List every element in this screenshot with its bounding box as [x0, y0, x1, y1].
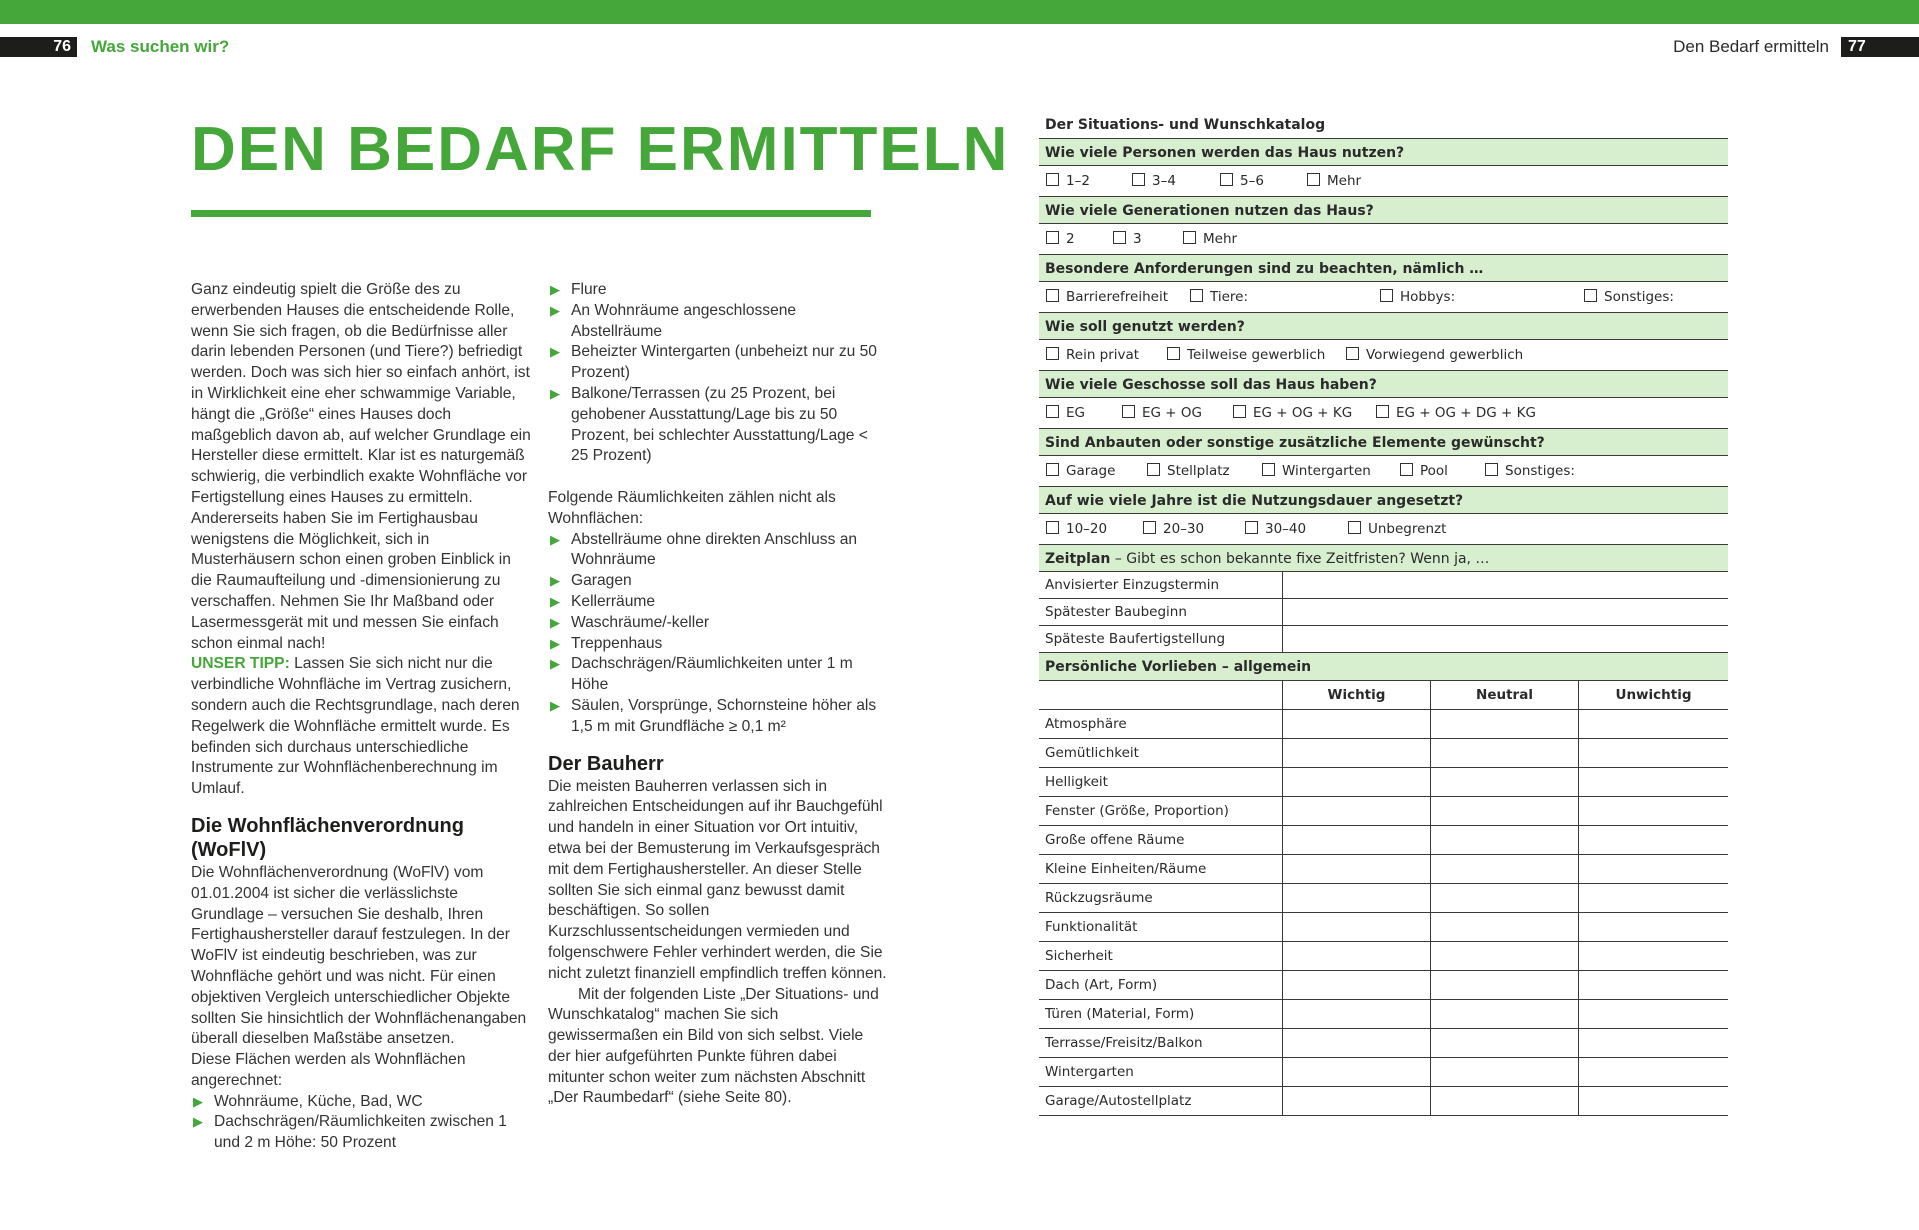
list-item: ▶ Abstellräume ohne direkten Anschluss an Wohnräume	[550, 530, 858, 569]
table-row	[1039, 1058, 1728, 1087]
options-floors	[1039, 398, 1728, 428]
preference-label: Funktionalität	[1039, 913, 1283, 941]
table-row	[1039, 797, 1728, 826]
checkbox-icon[interactable]	[1183, 231, 1196, 244]
option-checkbox[interactable]: Stellplatz	[1147, 456, 1230, 486]
preference-label: Große offene Räume	[1039, 826, 1283, 854]
schedule-label: Zeitplan	[1045, 551, 1111, 567]
checkbox-icon[interactable]	[1348, 521, 1361, 534]
schedule-row: Späteste Baufertigstellung	[1039, 626, 1728, 653]
question-usage: Wie soll genutzt werden?	[1039, 312, 1728, 340]
counted-areas-intro: Diese Flächen werden als Wohnflächen angerechnet:	[191, 1051, 466, 1089]
option-checkbox[interactable]: Pool	[1400, 456, 1448, 486]
preference-label: Helligkeit	[1039, 768, 1283, 796]
option-checkbox[interactable]: 2	[1046, 224, 1075, 254]
preference-cell-wichtig[interactable]	[1283, 710, 1431, 738]
checkbox-icon[interactable]	[1380, 289, 1393, 302]
text-column-2	[548, 280, 888, 1109]
right-page-number: 77	[1841, 37, 1919, 57]
tip-paragraph	[191, 654, 531, 800]
question-requirements: Besondere Anforderungen sind zu beachten, nämlich …	[1039, 254, 1728, 282]
column-header: Wichtig	[1283, 681, 1431, 709]
checkbox-icon[interactable]	[1485, 463, 1498, 476]
catalog-intro-paragraph: Mit der folgenden Liste „Der Situations- und Wunschkatalog“ machen Sie sich gewissermaßen ein Bild von sich selbst. Viele der hier aufgeführten Punkte führen dabei mitunter schon weiter zum nächsten Abschnitt „Der Raumbedarf“ (siehe Seite 80).	[548, 985, 879, 1107]
counted-areas-list-continued	[548, 280, 888, 467]
preference-cell-neutral[interactable]	[1431, 739, 1579, 767]
preference-cell-neutral[interactable]	[1431, 768, 1579, 796]
preference-cell-unwichtig[interactable]	[1579, 797, 1728, 825]
option-checkbox[interactable]: 1–2	[1046, 166, 1090, 196]
intro-paragraph: Ganz eindeutig spielt die Größe des zu erwerbenden Hauses die entscheidende Rolle, wenn Sie sich fragen, ob die Bedürfnisse aller darin lebenden Personen (und Tiere?) befriedigt werden. Doch was sich hier so einfach anhört, ist in Wirklichkeit eine eher schwammige Variable, hängt die „Größe“ eines Hauses doch maßgeblich davon ab, auf welcher Grundlage ein Hersteller diese ermittelt. Klar ist es naturgemäß schwierig, die verbindlich exakte Wohnfläche vor Fertigstellung eines Hauses zu ermitteln. Andererseits haben Sie im Fertighausbau wenigstens die Möglichkeit, sich in Musterhäusern schon einen groben Einblick in die Raumaufteilung und -dimensionierung zu verschaffen. Nehmen Sie Ihr Maßband oder Lasermessgerät mit und messen Sie einfach schon einmal nach!	[191, 281, 531, 652]
checkbox-icon[interactable]	[1167, 347, 1180, 360]
preference-cell-wichtig[interactable]	[1283, 855, 1431, 883]
checkbox-icon[interactable]	[1046, 347, 1059, 360]
preference-label: Sicherheit	[1039, 942, 1283, 970]
bullet-arrow-icon: ▶	[550, 593, 560, 609]
checkbox-icon[interactable]	[1262, 463, 1275, 476]
preference-cell-unwichtig[interactable]	[1579, 855, 1728, 883]
bullet-arrow-icon: ▶	[193, 1114, 203, 1130]
options-persons	[1039, 166, 1728, 196]
excluded-areas-list	[548, 530, 888, 738]
preference-cell-neutral[interactable]	[1431, 1029, 1579, 1057]
option-checkbox[interactable]: 5–6	[1220, 166, 1264, 196]
left-page-number: 76	[0, 37, 77, 57]
bullet-arrow-icon: ▶	[550, 697, 560, 713]
bullet-arrow-icon: ▶	[193, 1093, 203, 1109]
checkbox-icon[interactable]	[1147, 463, 1160, 476]
preference-cell-unwichtig[interactable]	[1579, 1029, 1728, 1057]
checkbox-icon[interactable]	[1143, 521, 1156, 534]
preference-label: Dach (Art, Form)	[1039, 971, 1283, 999]
checkbox-icon[interactable]	[1400, 463, 1413, 476]
preference-label: Atmosphäre	[1039, 710, 1283, 738]
preference-cell-wichtig[interactable]	[1283, 913, 1431, 941]
preference-cell-wichtig[interactable]	[1283, 942, 1431, 970]
schedule-row: Anvisierter Einzugstermin	[1039, 572, 1728, 599]
list-item: ▶ Garagen	[548, 571, 888, 592]
bullet-arrow-icon: ▶	[550, 635, 560, 651]
list-item: ▶ Balkone/Terrassen (zu 25 Prozent, bei gehobener Ausstattung/Lage bis zu 50 Prozent, bei schlechter Ausstattung/Lage < 25 Prozent)	[550, 384, 868, 465]
option-checkbox[interactable]: Sonstiges:	[1584, 282, 1674, 312]
option-checkbox[interactable]: Tiere:	[1190, 282, 1248, 312]
preference-label: Gemütlichkeit	[1039, 739, 1283, 767]
right-running-title: Den Bedarf ermitteln	[1673, 37, 1829, 56]
checkbox-icon[interactable]	[1046, 173, 1059, 186]
preference-cell-neutral[interactable]	[1431, 884, 1579, 912]
list-item: ▶ Säulen, Vorsprünge, Schornsteine höher als 1,5 m mit Grundfläche ≥ 0,1 m²	[550, 696, 877, 735]
preference-cell-wichtig[interactable]	[1283, 797, 1431, 825]
preference-cell-wichtig[interactable]	[1283, 1087, 1431, 1115]
tip-label: UNSER TIPP:	[191, 655, 290, 673]
page-title: DEN BEDARF ERMITTELN	[191, 115, 1010, 184]
question-schedule	[1039, 544, 1728, 572]
preference-cell-wichtig[interactable]	[1283, 884, 1431, 912]
option-checkbox[interactable]: 10–20	[1046, 514, 1107, 544]
schedule-row: Spätester Baubeginn	[1039, 599, 1728, 626]
table-row	[1039, 710, 1728, 739]
preference-cell-neutral[interactable]	[1431, 942, 1579, 970]
preferences-header-row	[1039, 681, 1728, 710]
wofiv-paragraph: Die Wohnflächenverordnung (WoFlV) vom 01.01.2004 ist sicher die verlässlichste Grundlage – versuchen Sie deshalb, Ihren Fertighaushersteller darauf festzulegen. In der WoFlV ist eindeutig beschrieben, was zur Wohnfläche gehört und was nicht. Für einen objektiven Vergleich unterschiedlicher Objekte sollten Sie hinsichtlich der Wohnflächenangaben überall dieselben Maßstäbe ansetzen.	[191, 863, 527, 1048]
bauherr-paragraph: Die meisten Bauherren verlassen sich in zahlreichen Entscheidungen auf ihr Bauchgefühl und handeln in einer Situation vor Ort intuitiv, etwa bei der Bemusterung im Verkaufsgespräch mit dem Fertighaushersteller. An dieser Stelle sollten Sie sich einmal ganz bewusst damit beschäftigen. So sollen Kurzschlussentscheidungen vermieden und folgenschwere Fehler verhindert werden, die Sie nicht zuletzt finanziell empfindlich treffen können.	[548, 777, 887, 982]
preference-label: Türen (Material, Form)	[1039, 1000, 1283, 1028]
question-duration: Auf wie viele Jahre ist die Nutzungsdauer angesetzt?	[1039, 486, 1728, 514]
top-color-bar	[0, 0, 1919, 24]
preference-cell-unwichtig[interactable]	[1579, 1000, 1728, 1028]
list-item: ▶ Dachschrägen/Räumlichkeiten unter 1 m Höhe	[550, 655, 853, 694]
checkbox-icon[interactable]	[1046, 289, 1059, 302]
preference-cell-unwichtig[interactable]	[1579, 884, 1728, 912]
option-checkbox[interactable]: Sonstiges:	[1485, 456, 1575, 486]
form-caption: Der Situations- und Wunschkatalog	[1045, 117, 1326, 133]
options-duration	[1039, 514, 1728, 544]
bullet-arrow-icon: ▶	[550, 656, 560, 672]
checkbox-icon[interactable]	[1113, 231, 1126, 244]
option-checkbox[interactable]: Teilweise gewerblich	[1167, 340, 1325, 370]
bullet-arrow-icon: ▶	[550, 385, 560, 401]
preference-cell-wichtig[interactable]	[1283, 826, 1431, 854]
preference-cell-unwichtig[interactable]	[1579, 913, 1728, 941]
bullet-arrow-icon: ▶	[550, 531, 560, 547]
table-row	[1039, 971, 1728, 1000]
option-checkbox[interactable]: Mehr	[1183, 224, 1237, 254]
preference-cell-neutral[interactable]	[1431, 971, 1579, 999]
column-header: Neutral	[1431, 681, 1579, 709]
list-item: ▶ Dachschrägen/Räumlichkeiten zwischen 1 und 2 m Höhe: 50 Prozent	[193, 1113, 507, 1152]
preference-cell-wichtig[interactable]	[1283, 739, 1431, 767]
checkbox-icon[interactable]	[1346, 347, 1359, 360]
preference-cell-unwichtig[interactable]	[1579, 826, 1728, 854]
question-floors: Wie viele Geschosse soll das Haus haben?	[1039, 370, 1728, 398]
option-checkbox[interactable]: EG	[1046, 398, 1085, 428]
preference-cell-wichtig[interactable]	[1283, 971, 1431, 999]
checkbox-icon[interactable]	[1233, 405, 1246, 418]
list-item: ▶ Treppenhaus	[548, 634, 888, 655]
preference-cell-neutral[interactable]	[1431, 913, 1579, 941]
list-item: ▶ Wohnräume, Küche, Bad, WC	[191, 1092, 531, 1113]
table-row	[1039, 1029, 1728, 1058]
checkbox-icon[interactable]	[1245, 521, 1258, 534]
option-checkbox[interactable]: 3	[1113, 224, 1142, 254]
preferences-heading: Persönliche Vorlieben – allgemein	[1039, 653, 1728, 681]
counted-areas-list	[191, 1092, 531, 1154]
preference-cell-neutral[interactable]	[1431, 826, 1579, 854]
options-generations	[1039, 224, 1728, 254]
preference-label: Kleine Einheiten/Räume	[1039, 855, 1283, 883]
option-checkbox[interactable]: Wintergarten	[1262, 456, 1371, 486]
option-checkbox[interactable]: EG + OG	[1122, 398, 1202, 428]
preference-cell-unwichtig[interactable]	[1579, 710, 1728, 738]
column-header: Unwichtig	[1615, 687, 1692, 703]
table-row	[1039, 884, 1728, 913]
preference-cell-neutral[interactable]	[1431, 710, 1579, 738]
preference-cell-unwichtig[interactable]	[1579, 1087, 1728, 1115]
option-checkbox[interactable]: Unbegrenzt	[1348, 514, 1446, 544]
preference-cell-unwichtig[interactable]	[1579, 971, 1728, 999]
option-checkbox[interactable]: 20–30	[1143, 514, 1204, 544]
checkbox-icon[interactable]	[1584, 289, 1597, 302]
list-item: ▶ Beheizter Wintergarten (unbeheizt nur zu 50 Prozent)	[550, 343, 877, 382]
schedule-entry-field[interactable]	[1283, 626, 1728, 652]
bullet-arrow-icon: ▶	[550, 614, 560, 630]
table-row	[1039, 942, 1728, 971]
option-checkbox[interactable]: EG + OG + KG	[1233, 398, 1352, 428]
table-row	[1039, 826, 1728, 855]
question-generations: Wie viele Generationen nutzen das Haus?	[1039, 196, 1728, 224]
question-extensions: Sind Anbauten oder sonstige zusätzliche Elemente gewünscht?	[1039, 428, 1728, 456]
preference-cell-neutral[interactable]	[1431, 1087, 1579, 1115]
question-persons: Wie viele Personen werden das Haus nutzen?	[1039, 138, 1728, 166]
preference-label: Fenster (Größe, Proportion)	[1039, 797, 1283, 825]
tip-text: Lassen Sie sich nicht nur die verbindliche Wohnfläche im Vertrag zusichern, sondern auch die Rechtsgrundlage, nach deren Regelwerk die Wohnfläche ermittelt wurde. Es befinden sich durchaus unterschiedliche Instrumente zur Wohnflächenberechnung im Umlauf.	[191, 655, 520, 798]
preference-label: Terrasse/Freisitz/Balkon	[1039, 1029, 1283, 1057]
list-item: ▶ Waschräume/-keller	[548, 613, 888, 634]
option-checkbox[interactable]: Garage	[1046, 456, 1115, 486]
preference-cell-wichtig[interactable]	[1283, 768, 1431, 796]
table-row	[1039, 1000, 1728, 1029]
options-extensions	[1039, 456, 1728, 486]
checkbox-icon[interactable]	[1190, 289, 1203, 302]
title-rule	[191, 210, 871, 217]
section-heading-bauherr: Der Bauherr	[548, 752, 664, 775]
checkbox-icon[interactable]	[1046, 463, 1059, 476]
checkbox-icon[interactable]	[1122, 405, 1135, 418]
preference-cell-unwichtig[interactable]	[1579, 1058, 1728, 1086]
preference-cell-wichtig[interactable]	[1283, 1000, 1431, 1028]
checkbox-icon[interactable]	[1046, 405, 1059, 418]
preference-label: Rückzugsräume	[1039, 884, 1283, 912]
option-checkbox[interactable]: Barrierefreiheit	[1046, 282, 1168, 312]
option-checkbox[interactable]: Mehr	[1307, 166, 1361, 196]
checkbox-icon[interactable]	[1220, 173, 1233, 186]
checkbox-icon[interactable]	[1132, 173, 1145, 186]
option-checkbox[interactable]: Hobbys:	[1380, 282, 1455, 312]
bullet-arrow-icon: ▶	[550, 302, 560, 318]
list-item: ▶ An Wohnräume angeschlossene Abstellräume	[550, 301, 797, 340]
table-row	[1039, 855, 1728, 884]
checkbox-icon[interactable]	[1046, 231, 1059, 244]
checkbox-icon[interactable]	[1307, 173, 1320, 186]
option-checkbox[interactable]: EG + OG + DG + KG	[1376, 398, 1536, 428]
table-row	[1039, 739, 1728, 768]
bullet-arrow-icon: ▶	[550, 573, 560, 589]
list-item: ▶ Flure	[548, 280, 888, 301]
preference-cell-neutral[interactable]	[1431, 855, 1579, 883]
list-item: ▶ Kellerräume	[548, 592, 888, 613]
section-heading-wofiv: Die Wohnflächenverordnung (WoFlV)	[191, 814, 464, 861]
preference-cell-unwichtig[interactable]	[1579, 768, 1728, 796]
schedule-entry-field[interactable]	[1283, 572, 1728, 598]
bullet-arrow-icon: ▶	[550, 282, 560, 297]
excluded-areas-intro: Folgende Räumlichkeiten zählen nicht als Wohnflächen:	[548, 488, 836, 527]
preference-cell-unwichtig[interactable]	[1579, 739, 1728, 767]
table-row	[1039, 913, 1728, 942]
options-requirements	[1039, 282, 1728, 312]
schedule-text: – Gibt es schon bekannte fixe Zeitfristen? Wenn ja, …	[1110, 551, 1490, 567]
table-row	[1039, 1087, 1728, 1116]
preferences-rows	[1039, 710, 1728, 1116]
preference-cell-unwichtig[interactable]	[1579, 942, 1728, 970]
schedule-entry-field[interactable]	[1283, 599, 1728, 625]
left-running-title: Was suchen wir?	[91, 37, 230, 56]
table-row	[1039, 768, 1728, 797]
options-usage	[1039, 340, 1728, 370]
option-checkbox[interactable]: 30–40	[1245, 514, 1306, 544]
option-checkbox[interactable]: Rein privat	[1046, 340, 1139, 370]
checkbox-icon[interactable]	[1376, 405, 1389, 418]
preference-cell-wichtig[interactable]	[1283, 1058, 1431, 1086]
preference-label: Wintergarten	[1039, 1058, 1283, 1086]
preference-cell-wichtig[interactable]	[1283, 1029, 1431, 1057]
wish-catalog-form	[1039, 112, 1728, 1116]
preference-cell-neutral[interactable]	[1431, 797, 1579, 825]
option-checkbox[interactable]: Vorwiegend gewerblich	[1346, 340, 1523, 370]
checkbox-icon[interactable]	[1046, 521, 1059, 534]
preference-cell-neutral[interactable]	[1431, 1058, 1579, 1086]
preference-cell-neutral[interactable]	[1431, 1000, 1579, 1028]
preference-label: Garage/Autostellplatz	[1039, 1087, 1283, 1115]
text-column-1	[191, 280, 531, 1154]
bullet-arrow-icon: ▶	[550, 344, 560, 360]
option-checkbox[interactable]: 3–4	[1132, 166, 1176, 196]
